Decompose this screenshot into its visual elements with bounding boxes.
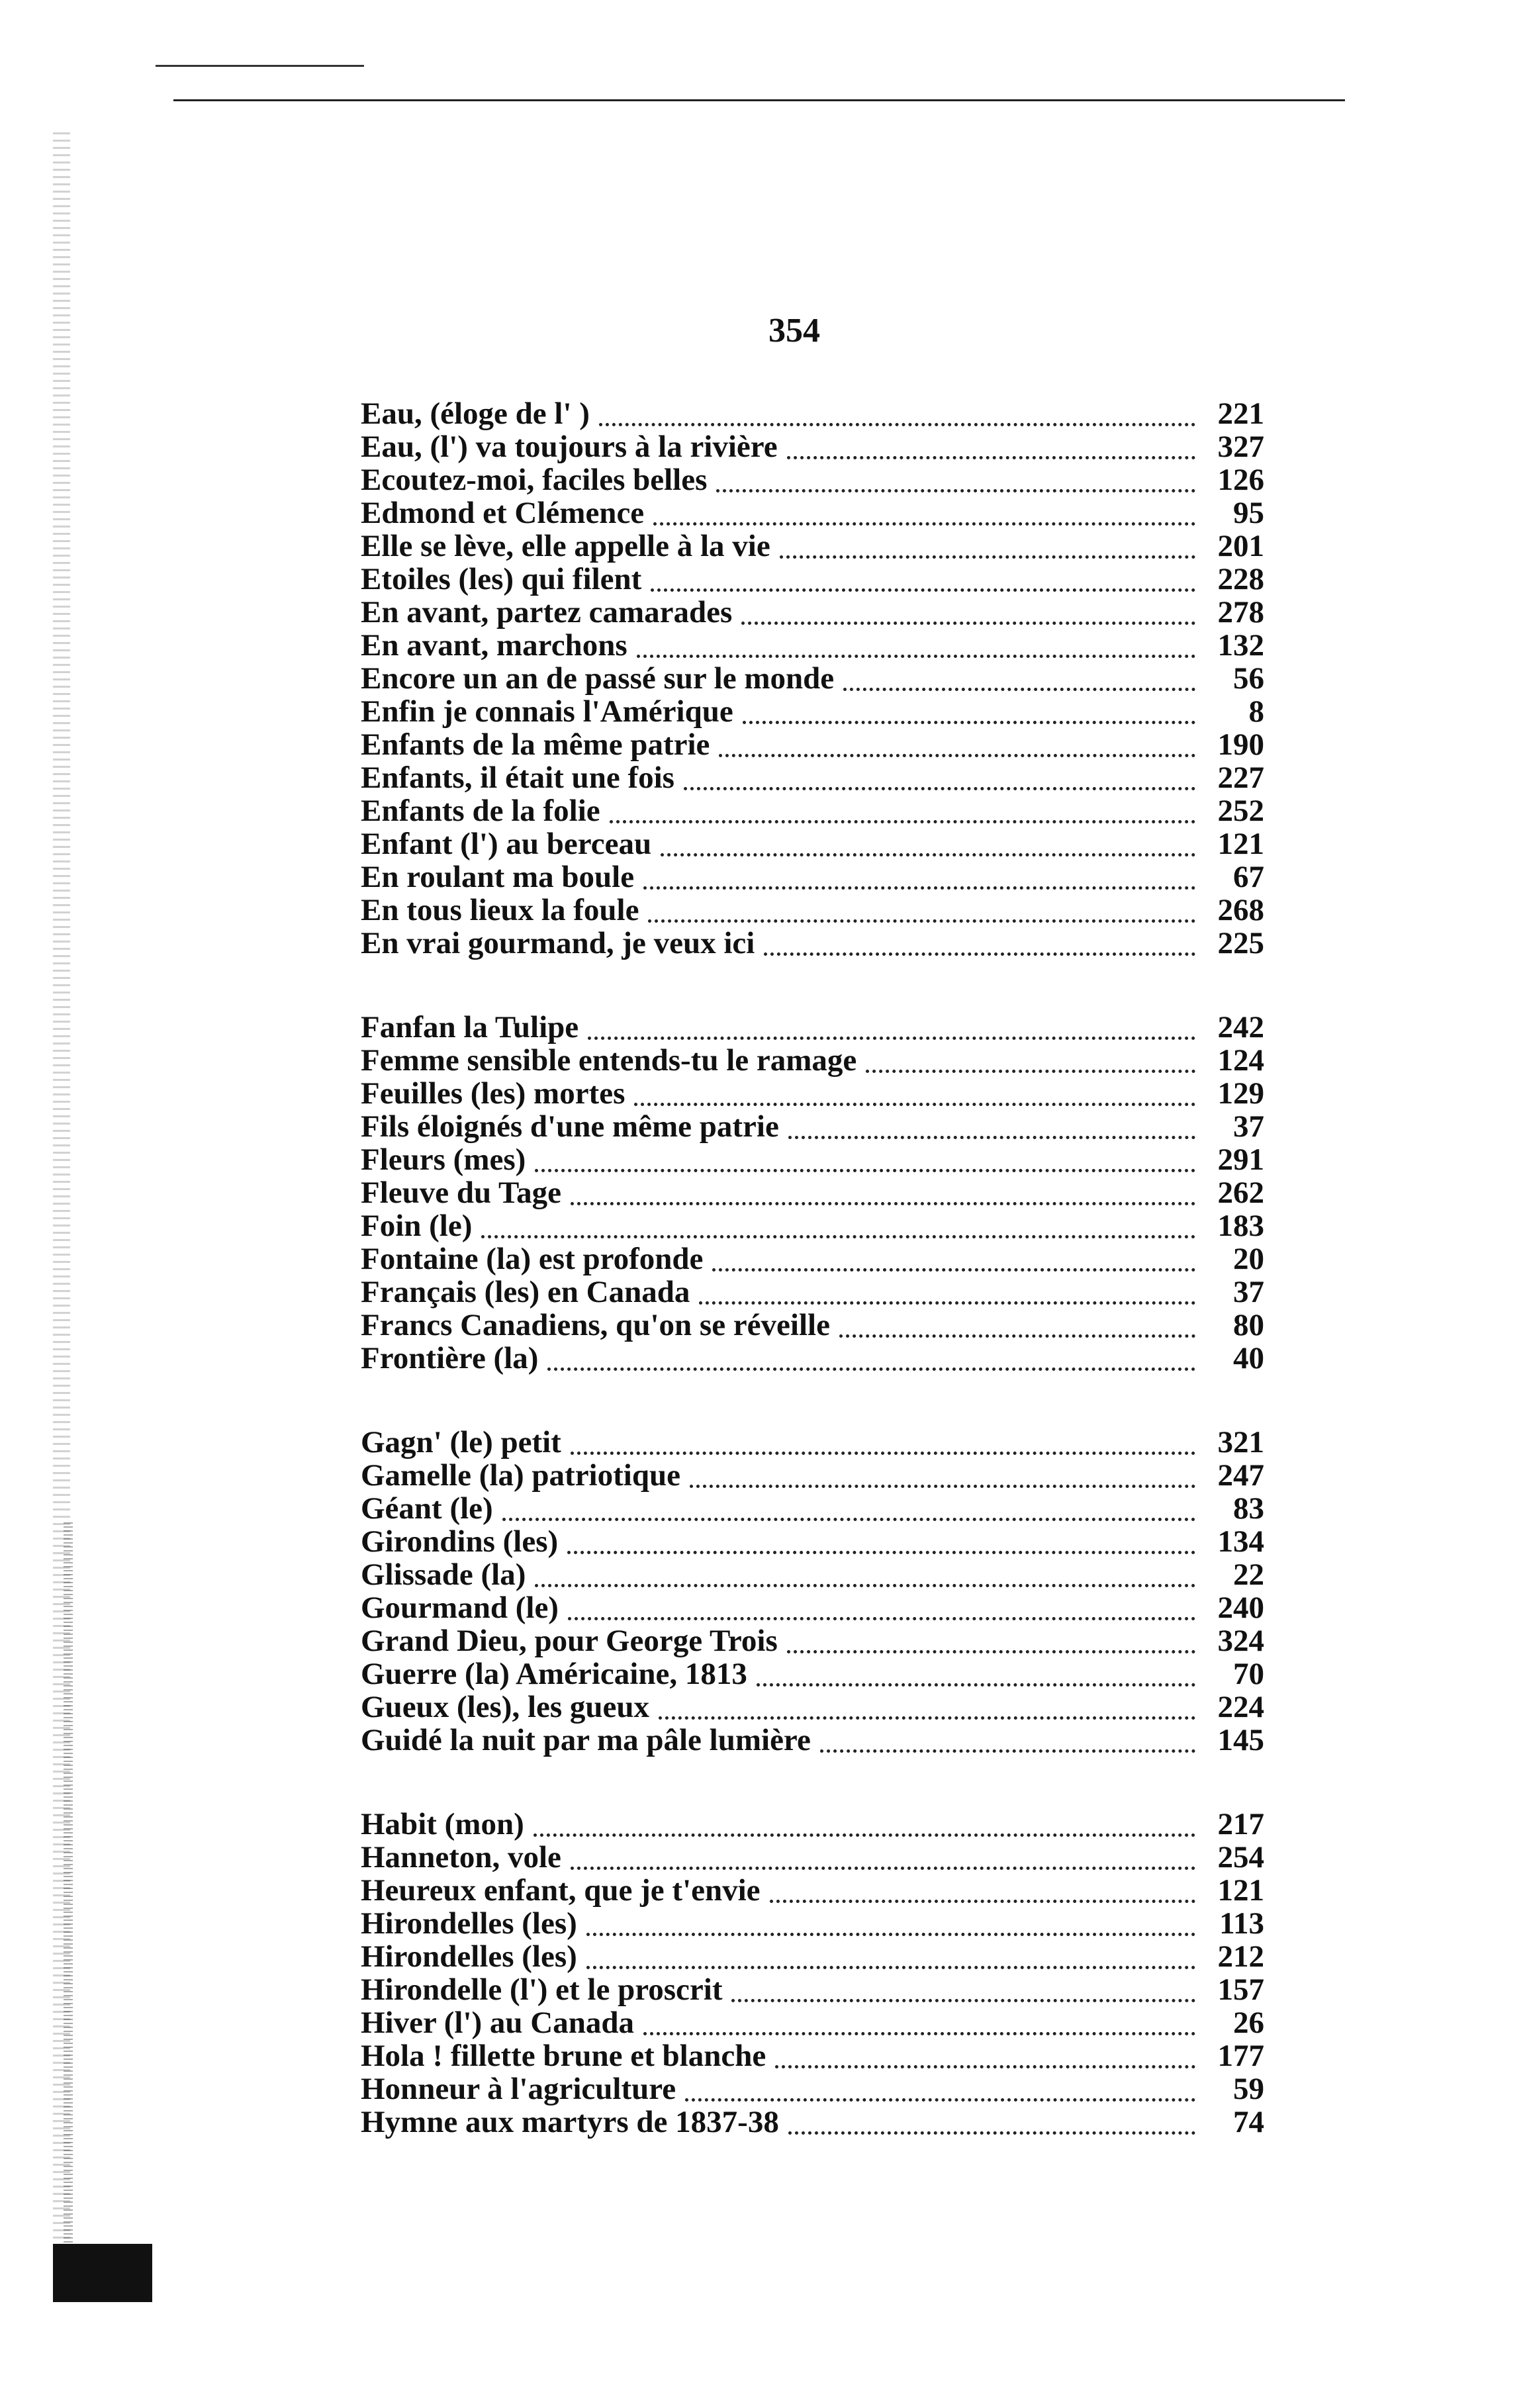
entry-page-number: 227 <box>1217 761 1264 795</box>
entry-title: Enfants de la même patrie <box>361 727 710 762</box>
entry-page-number: 134 <box>1217 1524 1264 1559</box>
entry-title: Guerre (la) Américaine, 1813 <box>361 1657 747 1691</box>
entry-page-number: 240 <box>1217 1591 1264 1625</box>
dot-leader <box>571 1452 1195 1455</box>
index-entry <box>361 2072 1264 2106</box>
index-entry <box>361 1724 1264 1757</box>
index-entry <box>361 1492 1264 1525</box>
dot-leader <box>788 1136 1195 1139</box>
dot-leader <box>502 1518 1195 1521</box>
entry-title: Grand Dieu, pour George Trois <box>361 1624 778 1658</box>
index-section <box>361 1426 1264 1757</box>
index-entry <box>361 1459 1264 1492</box>
entry-page-number: 37 <box>1233 1275 1264 1309</box>
entry-page-number: 8 <box>1248 694 1264 729</box>
index-entry <box>361 1176 1264 1209</box>
entry-title: Honneur à l'agriculture <box>361 2072 676 2106</box>
index-entry <box>361 1077 1264 1110</box>
entry-page-number: 268 <box>1217 893 1264 927</box>
entry-title: Hiver (l') au Canada <box>361 2006 635 2040</box>
entry-page-number: 40 <box>1233 1341 1264 1375</box>
entry-title: Ecoutez-moi, faciles belles <box>361 463 708 497</box>
entry-title: Fontaine (la) est profonde <box>361 1242 704 1276</box>
index-entry <box>361 761 1264 794</box>
binding-gutter-dense <box>64 1522 73 2250</box>
entry-title: Fils éloignés d'une même patrie <box>361 1109 779 1144</box>
index-entry <box>361 1309 1264 1342</box>
entry-title: Hirondelles (les) <box>361 1906 577 1941</box>
entry-page-number: 212 <box>1217 1939 1264 1974</box>
dot-leader <box>685 2098 1195 2102</box>
index-entry <box>361 1011 1264 1044</box>
entry-title: Hirondelle (l') et le proscrit <box>361 1972 723 2007</box>
dot-leader <box>661 853 1195 857</box>
entry-page-number: 228 <box>1217 562 1264 596</box>
entry-title: En tous lieux la foule <box>361 893 639 927</box>
entry-title: Hola ! fillette brune et blanche <box>361 2039 766 2073</box>
entry-title: Foin (le) <box>361 1209 473 1243</box>
top-rule-long <box>173 99 1345 101</box>
entry-title: Edmond et Clémence <box>361 496 645 530</box>
dot-leader <box>770 1900 1195 1903</box>
entry-title: Hymne aux martyrs de 1837-38 <box>361 2105 779 2139</box>
dot-leader <box>648 919 1195 923</box>
dot-leader <box>719 754 1195 757</box>
index-entry <box>361 629 1264 662</box>
entry-page-number: 37 <box>1233 1109 1264 1144</box>
entry-title: Enfants, il était une fois <box>361 761 674 795</box>
index-entry <box>361 1342 1264 1375</box>
dot-leader <box>567 1551 1195 1554</box>
entry-page-number: 157 <box>1217 1972 1264 2007</box>
index-entry <box>361 662 1264 695</box>
dot-leader <box>775 2065 1195 2068</box>
entry-page-number: 262 <box>1217 1176 1264 1210</box>
index-entry <box>361 430 1264 463</box>
dot-leader <box>610 820 1195 823</box>
dot-leader <box>535 1584 1195 1587</box>
entry-page-number: 183 <box>1217 1209 1264 1243</box>
index-entry <box>361 1690 1264 1724</box>
dot-leader <box>839 1334 1195 1338</box>
dot-leader <box>699 1301 1195 1305</box>
index-entry <box>361 1624 1264 1657</box>
top-rule-short <box>156 65 364 67</box>
entry-title: Gamelle (la) patriotique <box>361 1458 680 1493</box>
dot-leader <box>651 588 1195 592</box>
song-index <box>361 397 1264 2190</box>
dot-leader <box>568 1617 1195 1620</box>
index-entry <box>361 1110 1264 1143</box>
index-entry <box>361 1558 1264 1591</box>
index-entry <box>361 1808 1264 1841</box>
entry-page-number: 177 <box>1217 2039 1264 2073</box>
entry-page-number: 224 <box>1217 1690 1264 1724</box>
index-entry <box>361 496 1264 530</box>
dot-leader <box>716 489 1195 492</box>
entry-title: Guidé la nuit par ma pâle lumière <box>361 1723 811 1757</box>
entry-title: En roulant ma boule <box>361 860 635 894</box>
entry-page-number: 26 <box>1233 2006 1264 2040</box>
index-entry <box>361 1242 1264 1275</box>
dot-leader <box>843 688 1195 691</box>
index-entry <box>361 1275 1264 1309</box>
dot-leader <box>643 886 1195 890</box>
entry-page-number: 121 <box>1217 827 1264 861</box>
dot-leader <box>571 1202 1195 1205</box>
entry-title: Enfin je connais l'Amérique <box>361 694 733 729</box>
entry-page-number: 278 <box>1217 595 1264 629</box>
index-entry <box>361 1657 1264 1690</box>
entry-page-number: 59 <box>1233 2072 1264 2106</box>
page-number: 354 <box>768 312 820 349</box>
index-entry <box>361 1426 1264 1459</box>
entry-title: Francs Canadiens, qu'on se réveille <box>361 1308 830 1342</box>
entry-page-number: 129 <box>1217 1076 1264 1111</box>
index-entry <box>361 2039 1264 2072</box>
entry-page-number: 126 <box>1217 463 1264 497</box>
index-entry <box>361 530 1264 563</box>
dot-leader <box>866 1070 1195 1073</box>
entry-page-number: 291 <box>1217 1142 1264 1177</box>
index-section <box>361 1011 1264 1375</box>
index-entry <box>361 2106 1264 2139</box>
dot-leader <box>741 622 1195 625</box>
dot-leader <box>788 2131 1195 2135</box>
index-entry <box>361 1143 1264 1176</box>
index-entry <box>361 1874 1264 1907</box>
index-entry <box>361 827 1264 860</box>
dot-leader <box>535 1169 1195 1172</box>
entry-title: Encore un an de passé sur le monde <box>361 661 835 696</box>
dot-leader <box>643 2032 1195 2035</box>
entry-page-number: 252 <box>1217 794 1264 828</box>
index-entry <box>361 1973 1264 2006</box>
dot-leader <box>653 522 1195 526</box>
dot-leader <box>586 1966 1195 1969</box>
entry-title: Enfant (l') au berceau <box>361 827 652 861</box>
entry-title: Habit (mon) <box>361 1807 524 1841</box>
entry-title: Heureux enfant, que je t'envie <box>361 1873 761 1908</box>
index-entry <box>361 927 1264 960</box>
entry-title: En vrai gourmand, je veux ici <box>361 926 755 960</box>
index-entry <box>361 1525 1264 1558</box>
dot-leader <box>659 1716 1195 1720</box>
entry-page-number: 121 <box>1217 1873 1264 1908</box>
entry-page-number: 217 <box>1217 1807 1264 1841</box>
entry-page-number: 247 <box>1217 1458 1264 1493</box>
index-entry <box>361 794 1264 827</box>
entry-title: Fleuve du Tage <box>361 1176 561 1210</box>
dot-leader <box>586 1933 1195 1936</box>
entry-title: Gueux (les), les gueux <box>361 1690 650 1724</box>
dot-leader <box>637 655 1195 658</box>
entry-page-number: 201 <box>1217 529 1264 563</box>
dot-leader <box>787 1650 1195 1653</box>
entry-title: Hanneton, vole <box>361 1840 561 1875</box>
dot-leader <box>712 1268 1195 1272</box>
entry-title: Fanfan la Tulipe <box>361 1010 579 1044</box>
dot-leader <box>599 423 1195 426</box>
index-entry <box>361 728 1264 761</box>
dot-leader <box>743 721 1195 724</box>
entry-title: En avant, marchons <box>361 628 627 663</box>
entry-page-number: 20 <box>1233 1242 1264 1276</box>
entry-page-number: 83 <box>1233 1491 1264 1526</box>
dot-leader <box>547 1367 1195 1371</box>
index-entry <box>361 596 1264 629</box>
entry-page-number: 56 <box>1233 661 1264 696</box>
entry-title: Gourmand (le) <box>361 1591 559 1625</box>
index-entry <box>361 463 1264 496</box>
dot-leader <box>690 1485 1195 1488</box>
dot-leader <box>588 1037 1195 1040</box>
entry-title: Hirondelles (les) <box>361 1939 577 1974</box>
entry-page-number: 321 <box>1217 1425 1264 1459</box>
entry-page-number: 70 <box>1233 1657 1264 1691</box>
entry-title: Fleurs (mes) <box>361 1142 526 1177</box>
entry-title: Eau, (l') va toujours à la rivière <box>361 430 778 464</box>
index-entry <box>361 1907 1264 1940</box>
index-entry <box>361 860 1264 894</box>
dot-leader <box>820 1749 1195 1753</box>
index-entry <box>361 1209 1264 1242</box>
dot-leader <box>634 1103 1195 1106</box>
index-entry <box>361 894 1264 927</box>
dot-leader <box>481 1235 1195 1238</box>
index-entry <box>361 397 1264 430</box>
index-entry <box>361 1940 1264 1973</box>
entry-page-number: 254 <box>1217 1840 1264 1875</box>
dot-leader <box>757 1683 1195 1687</box>
dot-leader <box>764 952 1195 956</box>
entry-title: Etoiles (les) qui filent <box>361 562 642 596</box>
dot-leader <box>731 1999 1195 2002</box>
index-section <box>361 1808 1264 2139</box>
entry-page-number: 132 <box>1217 628 1264 663</box>
entry-page-number: 80 <box>1233 1308 1264 1342</box>
entry-page-number: 67 <box>1233 860 1264 894</box>
entry-title: Elle se lève, elle appelle à la vie <box>361 529 770 563</box>
entry-title: Géant (le) <box>361 1491 493 1526</box>
index-entry <box>361 1841 1264 1874</box>
entry-title: Gagn' (le) petit <box>361 1425 561 1459</box>
index-section <box>361 397 1264 960</box>
entry-page-number: 22 <box>1233 1557 1264 1592</box>
scan-corner-mark <box>53 2244 152 2302</box>
entry-page-number: 95 <box>1233 496 1264 530</box>
entry-title: Enfants de la folie <box>361 794 600 828</box>
entry-page-number: 145 <box>1217 1723 1264 1757</box>
entry-page-number: 74 <box>1233 2105 1264 2139</box>
dot-leader <box>780 555 1195 559</box>
index-entry <box>361 1591 1264 1624</box>
entry-page-number: 327 <box>1217 430 1264 464</box>
entry-title: Frontière (la) <box>361 1341 539 1375</box>
entry-page-number: 221 <box>1217 396 1264 431</box>
entry-page-number: 113 <box>1219 1906 1264 1941</box>
entry-page-number: 190 <box>1217 727 1264 762</box>
dot-leader <box>533 1833 1195 1837</box>
entry-page-number: 225 <box>1217 926 1264 960</box>
entry-page-number: 242 <box>1217 1010 1264 1044</box>
entry-title: Femme sensible entends-tu le ramage <box>361 1043 857 1078</box>
entry-title: Feuilles (les) mortes <box>361 1076 626 1111</box>
entry-title: Eau, (éloge de l' ) <box>361 396 590 431</box>
dot-leader <box>787 456 1195 459</box>
dot-leader <box>571 1867 1195 1870</box>
entry-title: Français (les) en Canada <box>361 1275 690 1309</box>
entry-title: Girondins (les) <box>361 1524 559 1559</box>
entry-title: Glissade (la) <box>361 1557 526 1592</box>
entry-page-number: 124 <box>1217 1043 1264 1078</box>
dot-leader <box>684 787 1195 790</box>
index-entry <box>361 695 1264 728</box>
entry-title: En avant, partez camarades <box>361 595 733 629</box>
index-entry <box>361 563 1264 596</box>
index-entry <box>361 2006 1264 2039</box>
entry-page-number: 324 <box>1217 1624 1264 1658</box>
index-entry <box>361 1044 1264 1077</box>
